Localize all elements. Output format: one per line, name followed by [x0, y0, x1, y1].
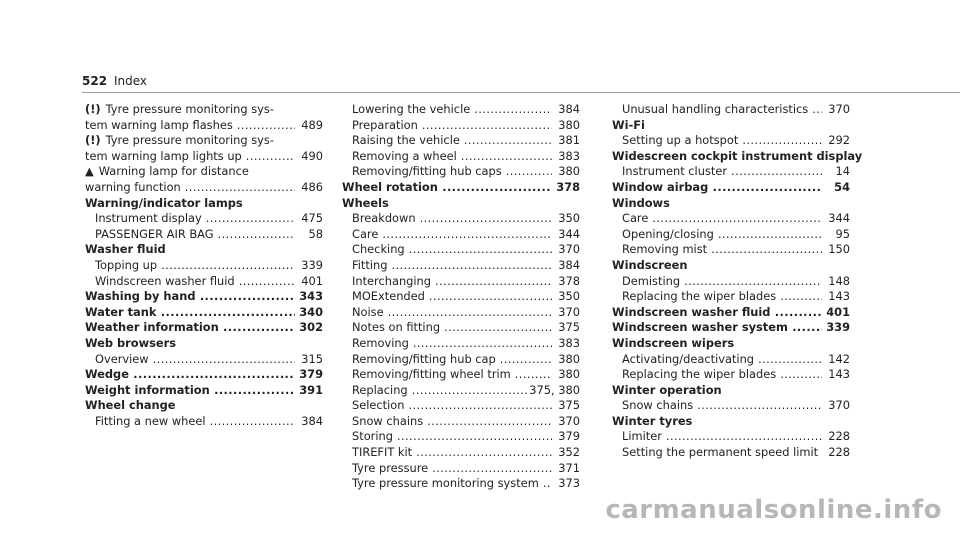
entry-label-text: Care — [622, 211, 649, 226]
index-entry — [342, 461, 580, 477]
entry-label-text: Instrument display — [95, 211, 202, 226]
index-entry — [342, 352, 580, 368]
entry-page-number: 339 — [301, 257, 323, 272]
entry-label — [342, 180, 552, 196]
entry-label-text: Tyre pressure monitoring system — [352, 476, 539, 491]
index-heading: Wheel change — [85, 398, 176, 413]
tyre-pressure-icon: (!) — [85, 102, 101, 116]
entry-page-number: 142 — [828, 351, 850, 366]
index-heading: Wheels — [342, 195, 389, 210]
entry-label-text: TIREFIT kit — [352, 445, 413, 460]
entry-page-number: 315 — [301, 351, 323, 366]
entry-label — [352, 336, 552, 352]
index-entry — [612, 367, 850, 383]
entry-label — [352, 461, 552, 477]
entry-page-number: 490 — [301, 148, 323, 163]
header-rule — [82, 92, 960, 93]
entry-label-text: Checking — [352, 242, 405, 257]
entry-page-number: 370 — [558, 242, 580, 257]
entry-page-number: 95 — [835, 226, 850, 241]
entry-label-text: Opening/closing — [622, 226, 714, 241]
entry-label — [352, 352, 552, 368]
entry-label — [352, 305, 552, 321]
entry-label — [95, 352, 295, 368]
entry-page-number: 380 — [558, 367, 580, 382]
entry-page-number: 384 — [301, 413, 323, 428]
entry-label — [352, 367, 552, 383]
entry-label — [352, 383, 552, 399]
entry-label-text: Unusual handling characteristics — [622, 102, 809, 116]
entry-label — [612, 180, 822, 196]
index-entry — [342, 149, 580, 165]
entry-label-text: MOExtended — [352, 289, 425, 304]
index-heading: Windscreen wipers — [612, 335, 735, 350]
index-entry — [342, 133, 580, 149]
entry-page-number: 379 — [299, 367, 323, 382]
entry-page-number: 489 — [301, 117, 323, 132]
entry-label-text: Window airbag — [612, 179, 709, 194]
index-heading: Windows — [612, 195, 670, 210]
entry-label — [95, 211, 295, 227]
index-entry — [342, 211, 580, 227]
entry-page-number: 380 — [558, 117, 580, 132]
index-heading: Wi-Fi — [612, 117, 645, 132]
entry-label-text: Windscreen washer fluid — [612, 304, 771, 319]
index-entry — [342, 274, 580, 290]
entry-label — [85, 289, 295, 305]
entry-label-text: Water tank — [85, 304, 157, 319]
entry-label-text: Raising the vehicle — [352, 133, 460, 148]
entry-label-text: Preparation — [352, 117, 418, 132]
entry-page-number: 373 — [558, 476, 580, 491]
entry-page-number: 475 — [301, 211, 323, 226]
entry-label-text: Washing by hand — [85, 289, 196, 304]
index-entry — [612, 180, 850, 196]
entry-label — [622, 102, 822, 118]
entry-page-number: 340 — [299, 304, 323, 319]
entry-label — [85, 383, 295, 399]
entry-label-text: Snow chains — [622, 398, 694, 413]
index-entry — [85, 258, 323, 274]
entry-label — [622, 211, 822, 227]
entry-label — [622, 352, 822, 368]
index-entry — [342, 242, 580, 258]
entry-label — [352, 414, 552, 430]
section-title: Index — [114, 74, 148, 88]
entry-page-number: 150 — [828, 242, 850, 257]
entry-page-number: 148 — [828, 273, 850, 288]
index-entry — [85, 305, 323, 321]
entry-label-text: Activating/deactivating — [622, 351, 755, 366]
index-entry — [85, 383, 323, 399]
entry-page-number: 401 — [826, 304, 850, 319]
entry-label-text: Noise — [352, 304, 384, 319]
index-entry — [612, 242, 850, 258]
index-text: Warning lamp for distance — [98, 164, 249, 179]
entry-page-number: 228 — [828, 445, 850, 460]
entry-label — [352, 118, 552, 134]
entry-page-number: 58 — [308, 226, 323, 241]
index-heading: Winter tyres — [612, 413, 693, 428]
entry-page-number: 384 — [558, 102, 580, 116]
index-entry — [612, 398, 850, 414]
entry-page-number: 383 — [558, 148, 580, 163]
entry-page-number: 344 — [558, 226, 580, 241]
index-entry — [612, 445, 850, 461]
entry-label-text: Replacing — [352, 382, 408, 397]
entry-page-number: 143 — [828, 289, 850, 304]
entry-label — [352, 164, 552, 180]
index-entry — [612, 211, 850, 227]
index-entry — [612, 133, 850, 149]
index-entry — [85, 367, 323, 383]
entry-label — [622, 274, 822, 290]
entry-page-number: 344 — [828, 211, 850, 226]
index-entry — [342, 227, 580, 243]
watermark: carmanualsonline.info — [605, 495, 942, 525]
entry-label-text: tem warning lamp lights up — [85, 148, 242, 163]
entry-label — [612, 305, 822, 321]
entry-page-number: 352 — [558, 445, 580, 460]
entry-label — [622, 429, 822, 445]
entry-label-text: tem warning lamp flashes — [85, 117, 233, 132]
entry-page-number: 339 — [826, 320, 850, 335]
index-text-line — [85, 102, 323, 118]
entry-label — [622, 227, 822, 243]
entry-label-text: Tyre pressure — [352, 460, 429, 475]
index-heading: Web browsers — [85, 335, 177, 350]
index-entry — [342, 258, 580, 274]
tyre-pressure-icon: (!) — [85, 133, 101, 148]
entry-page-number: 383 — [558, 335, 580, 350]
entry-label — [352, 227, 552, 243]
index-entry — [342, 476, 580, 492]
entry-page-number: 350 — [558, 211, 580, 226]
index-entry — [85, 320, 323, 336]
index-entry — [612, 102, 850, 118]
entry-label — [352, 133, 552, 149]
entry-label-text: Interchanging — [352, 273, 432, 288]
entry-label — [352, 476, 552, 492]
entry-label-text: Removing mist — [622, 242, 708, 257]
index-entry — [342, 320, 580, 336]
entry-label-text: Breakdown — [352, 211, 416, 226]
entry-label — [622, 445, 822, 461]
index-heading: Warning/indicator lamps — [85, 195, 243, 210]
entry-label-text: Fitting — [352, 257, 388, 272]
distance-warning-icon: ▲ — [85, 164, 94, 179]
index-entry — [612, 274, 850, 290]
entry-label — [95, 227, 295, 243]
index-entry — [85, 180, 323, 196]
entry-label — [352, 274, 552, 290]
entry-label-text: Setting the permanent speed limit — [622, 445, 819, 460]
entry-label-text: Storing — [352, 429, 393, 444]
entry-label — [85, 149, 295, 165]
entry-page-number: 380 — [558, 164, 580, 179]
index-entry — [612, 305, 850, 321]
entry-page-number: 381 — [558, 133, 580, 148]
entry-label-text: Fitting a new wheel — [95, 413, 206, 428]
entry-label — [352, 242, 552, 258]
page-number: 522 — [82, 74, 108, 88]
entry-page-number: 54 — [834, 179, 850, 194]
index-entry — [342, 414, 580, 430]
entry-label — [95, 258, 295, 274]
entry-label-text: Wheel rotation — [342, 179, 438, 194]
index-entry — [342, 445, 580, 461]
entry-page-number: 380 — [558, 351, 580, 366]
index-text-line — [85, 164, 323, 180]
entry-page-number: 375 — [558, 320, 580, 335]
entry-label — [85, 118, 295, 134]
index-text: Tyre pressure monitoring sys- — [105, 133, 274, 148]
entry-label — [622, 367, 822, 383]
index-entry — [85, 274, 323, 290]
entry-label — [622, 242, 822, 258]
entry-label — [352, 398, 552, 414]
index-heading: Widescreen cockpit instrument display — [612, 148, 863, 163]
entry-label-text: Wedge — [85, 367, 129, 382]
entry-page-number: 370 — [828, 398, 850, 413]
index-text: Tyre pressure monitoring sys- — [105, 102, 274, 116]
index-text-line — [85, 133, 323, 149]
entry-page-number: 378 — [556, 179, 580, 194]
entry-page-number: 375, 380 — [529, 382, 580, 397]
entry-label-text: Removing/fitting hub caps — [352, 164, 502, 179]
entry-page-number: 379 — [558, 429, 580, 444]
entry-label-text: Replacing the wiper blades — [622, 289, 777, 304]
entry-label-text: Notes on fitting — [352, 320, 441, 335]
index-column-2 — [342, 102, 580, 492]
entry-page-number: 378 — [558, 273, 580, 288]
index-entry — [85, 211, 323, 227]
index-entry — [342, 383, 580, 399]
index-entry — [342, 102, 580, 118]
index-entry — [612, 320, 850, 336]
entry-page-number: 370 — [828, 102, 850, 116]
entry-label — [622, 133, 822, 149]
entry-page-number: 302 — [299, 320, 323, 335]
entry-label — [85, 305, 295, 321]
index-heading: Washer fluid — [85, 242, 166, 257]
entry-label-text: Selection — [352, 398, 405, 413]
index-entry — [342, 305, 580, 321]
entry-page-number: 371 — [558, 460, 580, 475]
entry-label — [352, 289, 552, 305]
entry-page-number: 370 — [558, 304, 580, 319]
entry-label — [352, 149, 552, 165]
index-entry — [85, 352, 323, 368]
index-heading: Windscreen — [612, 257, 688, 272]
index-entry — [342, 429, 580, 445]
entry-page-number: 228 — [828, 429, 850, 444]
entry-page-number: 375 — [558, 398, 580, 413]
index-entry — [342, 118, 580, 134]
entry-label-text: Removing — [352, 335, 409, 350]
entry-label — [85, 180, 295, 196]
index-entry — [85, 227, 323, 243]
entry-label — [352, 429, 552, 445]
entry-page-number: 391 — [299, 382, 323, 397]
index-entry — [612, 429, 850, 445]
entry-page-number: 292 — [828, 133, 850, 148]
entry-label-text: Weight information — [85, 382, 210, 397]
entry-page-number: 401 — [301, 273, 323, 288]
entry-label-text: Removing a wheel — [352, 148, 457, 163]
entry-page-number: 486 — [301, 179, 323, 194]
entry-label — [612, 320, 822, 336]
index-entry — [342, 180, 580, 196]
entry-label-text: Overview — [95, 351, 149, 366]
index-heading: Winter operation — [612, 382, 722, 397]
index-entry — [342, 398, 580, 414]
entry-label-text: Replacing the wiper blades — [622, 367, 777, 382]
index-entry — [612, 227, 850, 243]
entry-label-text: Windscreen washer fluid — [95, 273, 235, 288]
index-entry — [612, 352, 850, 368]
entry-label-text: Demisting — [622, 273, 681, 288]
index-entry — [342, 164, 580, 180]
entry-label — [352, 320, 552, 336]
entry-label — [95, 274, 295, 290]
entry-label — [85, 367, 295, 383]
index-entry — [85, 149, 323, 165]
index-entry — [85, 289, 323, 305]
index-entry — [612, 164, 850, 180]
entry-page-number: 350 — [558, 289, 580, 304]
entry-label — [85, 320, 295, 336]
entry-label-text: Setting up a hotspot — [622, 133, 739, 148]
entry-label-text: Care — [352, 226, 379, 241]
entry-label — [352, 445, 552, 461]
entry-label-text: Removing/fitting hub cap — [352, 351, 496, 366]
index-entry — [85, 414, 323, 430]
index-column-1 — [85, 102, 323, 429]
index-entry — [342, 289, 580, 305]
entry-label — [352, 258, 552, 274]
entry-label-text: Topping up — [95, 257, 158, 272]
index-entry — [612, 289, 850, 305]
entry-label-text: Lowering the vehicle — [352, 102, 471, 116]
entry-label-text: Instrument cluster — [622, 164, 728, 179]
entry-label — [352, 211, 552, 227]
entry-label-text: Removing/fitting wheel trim — [352, 367, 511, 382]
entry-label-text: PASSENGER AIR BAG — [95, 226, 214, 241]
index-entry — [85, 118, 323, 134]
entry-label-text: warning function — [85, 179, 181, 194]
index-column-3 — [612, 102, 863, 461]
entry-page-number: 143 — [828, 367, 850, 382]
entry-page-number: 343 — [299, 289, 323, 304]
entry-label — [622, 164, 822, 180]
entry-page-number: 370 — [558, 413, 580, 428]
entry-label-text: Snow chains — [352, 413, 424, 428]
entry-label — [352, 102, 552, 118]
entry-label-text: Weather information — [85, 320, 219, 335]
page-header — [82, 74, 960, 92]
entry-label — [622, 398, 822, 414]
entry-label — [95, 414, 295, 430]
entry-label-text: Limiter — [622, 429, 662, 444]
entry-label-text: Windscreen washer system — [612, 320, 788, 335]
index-entry — [342, 367, 580, 383]
entry-page-number: 14 — [835, 164, 850, 179]
index-entry — [342, 336, 580, 352]
entry-label — [622, 289, 822, 305]
entry-page-number: 384 — [558, 257, 580, 272]
